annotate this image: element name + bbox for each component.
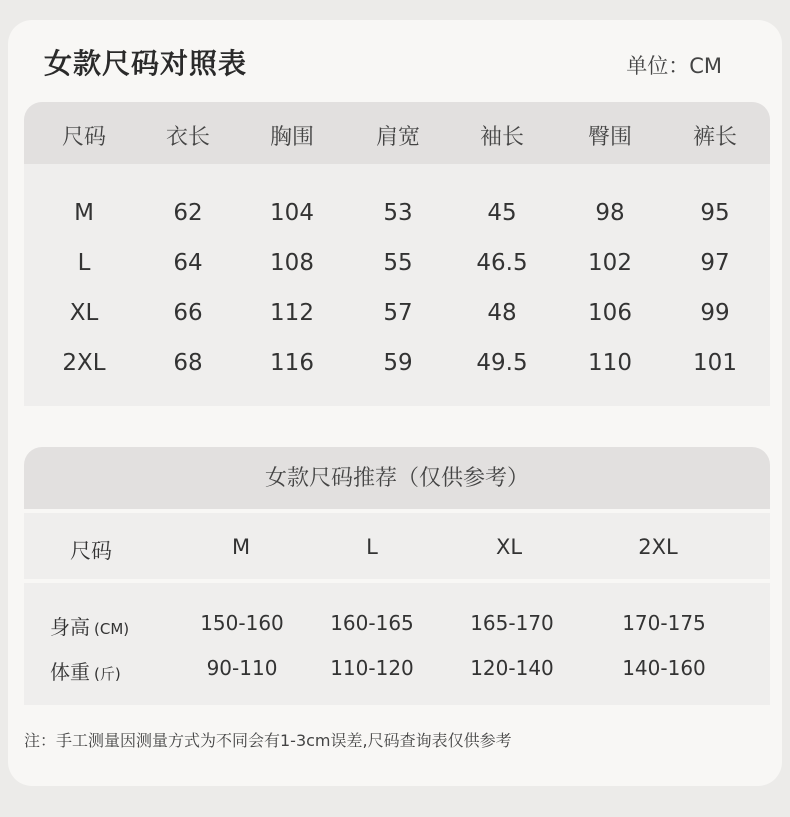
- size-table-cell: 99: [700, 300, 730, 326]
- recommend-cell: 165-170: [470, 611, 554, 635]
- size-table-cell: 68: [173, 350, 203, 376]
- recommend-row-name: 身高: [50, 615, 90, 639]
- recommend-size-label: 2XL: [638, 535, 678, 559]
- size-table-cell: 104: [270, 200, 314, 226]
- recommend-table-title: 女款尺码推荐（仅供参考）: [24, 447, 770, 509]
- size-table-header: [24, 102, 770, 164]
- recommend-cell: 120-140: [470, 656, 554, 680]
- size-table-cell: 108: [270, 250, 314, 276]
- size-table-row: [24, 344, 770, 384]
- recommend-row-name: 体重: [50, 660, 90, 684]
- recommend-row: [24, 611, 770, 641]
- size-table-cell: M: [74, 200, 94, 226]
- size-table-cell: 49.5: [476, 350, 528, 376]
- unit-label: 单位：CM: [626, 54, 722, 78]
- size-table-row: [24, 194, 770, 234]
- recommend-table-body: [24, 583, 770, 705]
- size-table-cell: L: [77, 250, 91, 276]
- footnote: 注：手工测量因测量方式为不同会有1-3cm误差,尺码查询表仅供参考: [24, 731, 512, 750]
- recommend-size-label: XL: [495, 535, 523, 559]
- recommend-size-row: [24, 513, 770, 579]
- size-table-cell: 46.5: [476, 250, 528, 276]
- size-table-cell: 101: [693, 350, 737, 376]
- size-table-cell: 106: [588, 300, 632, 326]
- size-table-cell: 64: [173, 250, 203, 276]
- size-table-cell: 57: [383, 300, 413, 326]
- size-table-col-header: 肩宽: [375, 125, 421, 150]
- size-table-cell: 55: [383, 250, 413, 276]
- size-table-cell: 95: [700, 200, 730, 226]
- size-table-col-header: 胸围: [269, 125, 315, 150]
- size-table-cell: 59: [383, 350, 413, 376]
- recommend-row-label: [50, 611, 129, 640]
- size-table-col-header: 臀围: [587, 125, 633, 150]
- size-table-cell: 110: [588, 350, 632, 376]
- recommend-cell: 170-175: [622, 611, 706, 635]
- size-table-cell: 98: [595, 200, 625, 226]
- size-table-cell: 112: [270, 300, 314, 326]
- recommend-row-unit: (CM): [94, 620, 130, 638]
- size-table-col-header: 裤长: [692, 125, 738, 150]
- size-table-cell: 116: [270, 350, 314, 376]
- recommend-row-unit: (斤): [94, 665, 121, 683]
- size-table-cell: 102: [588, 250, 632, 276]
- size-table-cell: XL: [69, 300, 99, 326]
- size-table-cell: 66: [173, 300, 203, 326]
- page-title: 女款尺码对照表: [44, 47, 248, 80]
- recommend-cell: 110-120: [330, 656, 414, 680]
- recommend-size-label: M: [231, 535, 251, 559]
- size-table-col-header: 尺码: [61, 125, 107, 150]
- size-table-cell: 48: [487, 300, 517, 326]
- recommend-size-header: 尺码: [70, 539, 112, 563]
- recommend-cell: 90-110: [206, 656, 278, 680]
- size-table-col-header: 袖长: [479, 125, 525, 150]
- size-table-cell: 53: [383, 200, 413, 226]
- size-table-cell: 2XL: [62, 350, 106, 376]
- recommend-cell: 140-160: [622, 656, 706, 680]
- recommend-cell: 160-165: [330, 611, 414, 635]
- size-table-cell: 97: [700, 250, 730, 276]
- size-table: [24, 102, 770, 406]
- recommend-size-label: L: [366, 535, 378, 559]
- recommend-row: [24, 656, 770, 686]
- recommend-table: [24, 447, 770, 705]
- size-table-row: [24, 244, 770, 284]
- size-table-cell: 62: [173, 200, 203, 226]
- size-table-row: [24, 294, 770, 334]
- size-table-col-header: 衣长: [165, 125, 211, 150]
- recommend-cell: 150-160: [200, 611, 284, 635]
- size-table-cell: 45: [487, 200, 517, 226]
- recommend-row-label: [50, 656, 121, 685]
